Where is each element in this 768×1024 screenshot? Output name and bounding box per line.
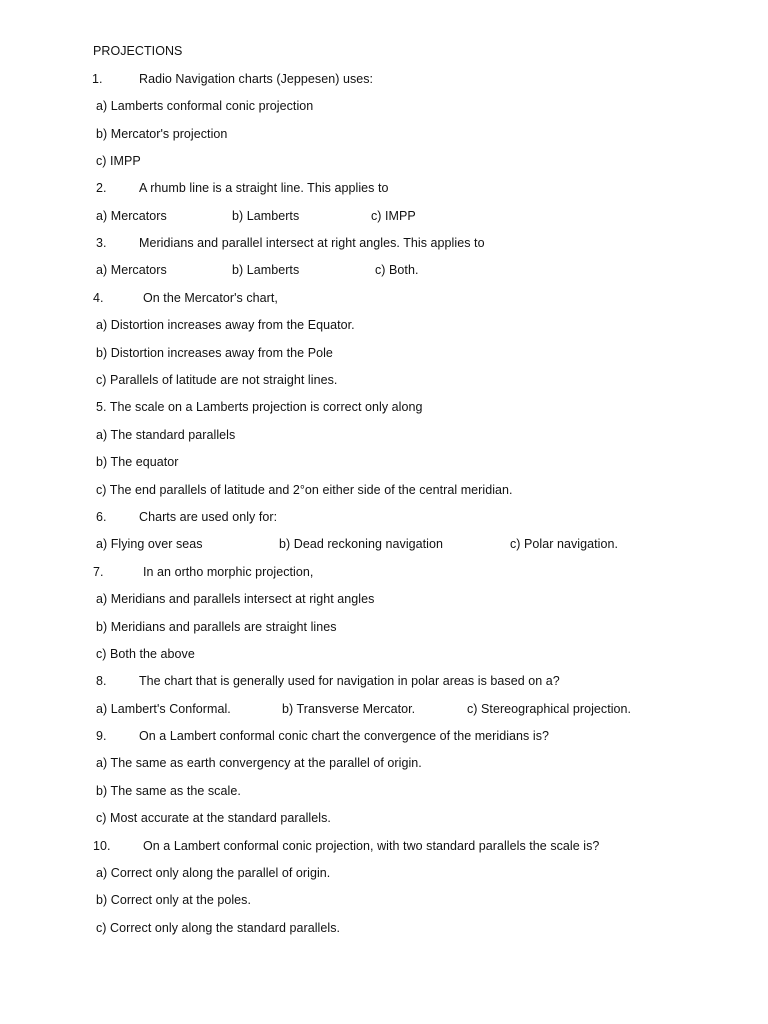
question-text: Radio Navigation charts (Jeppesen) uses: bbox=[139, 72, 374, 86]
answer-option-text: c) IMPP bbox=[371, 209, 416, 223]
answer-option-text: b) Transverse Mercator. bbox=[282, 702, 416, 716]
question-text: In an ortho morphic projection, bbox=[143, 565, 314, 579]
answer-option-text: a) The standard parallels bbox=[96, 428, 236, 442]
answer-option-text: a) Distortion increases away from the Equator. bbox=[96, 318, 355, 332]
question-number: 3. bbox=[96, 236, 107, 250]
answer-option-text: c) Most accurate at the standard parallels. bbox=[96, 811, 331, 825]
answer-option-text: a) Meridians and parallels intersect at right angles bbox=[96, 592, 375, 606]
answer-option-text: b) The same as the scale. bbox=[96, 784, 241, 798]
question-number: 4. bbox=[93, 291, 104, 305]
question-text: Charts are used only for: bbox=[139, 510, 278, 524]
question-number: 6. bbox=[96, 510, 107, 524]
answer-option-text: a) The same as earth convergency at the parallel of origin. bbox=[96, 756, 422, 770]
question-number: 2. bbox=[96, 181, 107, 195]
question-text: On a Lambert conformal conic chart the convergence of the meridians is? bbox=[139, 729, 550, 743]
answer-option-text: a) Correct only along the parallel of origin. bbox=[96, 866, 331, 880]
answer-option-text: b) Mercator's projection bbox=[96, 127, 228, 141]
answer-option-text: a) Mercators bbox=[96, 263, 167, 277]
answer-option-text: b) Correct only at the poles. bbox=[96, 893, 251, 907]
question-number: 8. bbox=[96, 674, 107, 688]
answer-option-text: b) Lamberts bbox=[232, 209, 300, 223]
answer-option-text: b) Meridians and parallels are straight lines bbox=[96, 620, 337, 634]
answer-option-text: b) The equator bbox=[96, 455, 179, 469]
question-number: 1. bbox=[92, 72, 103, 86]
question-text: On a Lambert conformal conic projection, with two standard parallels the scale is? bbox=[143, 839, 600, 853]
answer-option-text: c) Parallels of latitude are not straight lines. bbox=[96, 373, 338, 387]
answer-option-text: c) Both the above bbox=[96, 647, 195, 661]
answer-option-text: c) IMPP bbox=[96, 154, 141, 168]
question-text: A rhumb line is a straight line. This applies to bbox=[139, 181, 389, 195]
answer-option-text: a) Lambert's Conformal. bbox=[96, 702, 231, 716]
question-text: 5. The scale on a Lamberts projection is correct only along bbox=[96, 400, 423, 414]
question-text: On the Mercator's chart, bbox=[143, 291, 278, 305]
answer-option-text: c) Correct only along the standard parallels. bbox=[96, 921, 341, 935]
question-text: The chart that is generally used for navigation in polar areas is based on a? bbox=[139, 674, 560, 688]
document-title: PROJECTIONS bbox=[93, 44, 183, 58]
answer-option-text: a) Mercators bbox=[96, 209, 167, 223]
answer-option-text: a) Lamberts conformal conic projection bbox=[96, 99, 314, 113]
answer-option-text: c) The end parallels of latitude and 2°on either side of the central meridian. bbox=[96, 483, 513, 497]
answer-option-text: c) Polar navigation. bbox=[510, 537, 619, 551]
question-text: Meridians and parallel intersect at right angles. This applies to bbox=[139, 236, 485, 250]
answer-option-text: b) Distortion increases away from the Pole bbox=[96, 346, 333, 360]
question-number: 9. bbox=[96, 729, 107, 743]
question-number: 7. bbox=[93, 565, 104, 579]
question-number: 10. bbox=[93, 839, 111, 853]
answer-option-text: b) Lamberts bbox=[232, 263, 300, 277]
answer-option-text: c) Both. bbox=[375, 263, 419, 277]
answer-option-text: b) Dead reckoning navigation bbox=[279, 537, 444, 551]
answer-option-text: a) Flying over seas bbox=[96, 537, 203, 551]
answer-option-text: c) Stereographical projection. bbox=[467, 702, 632, 716]
